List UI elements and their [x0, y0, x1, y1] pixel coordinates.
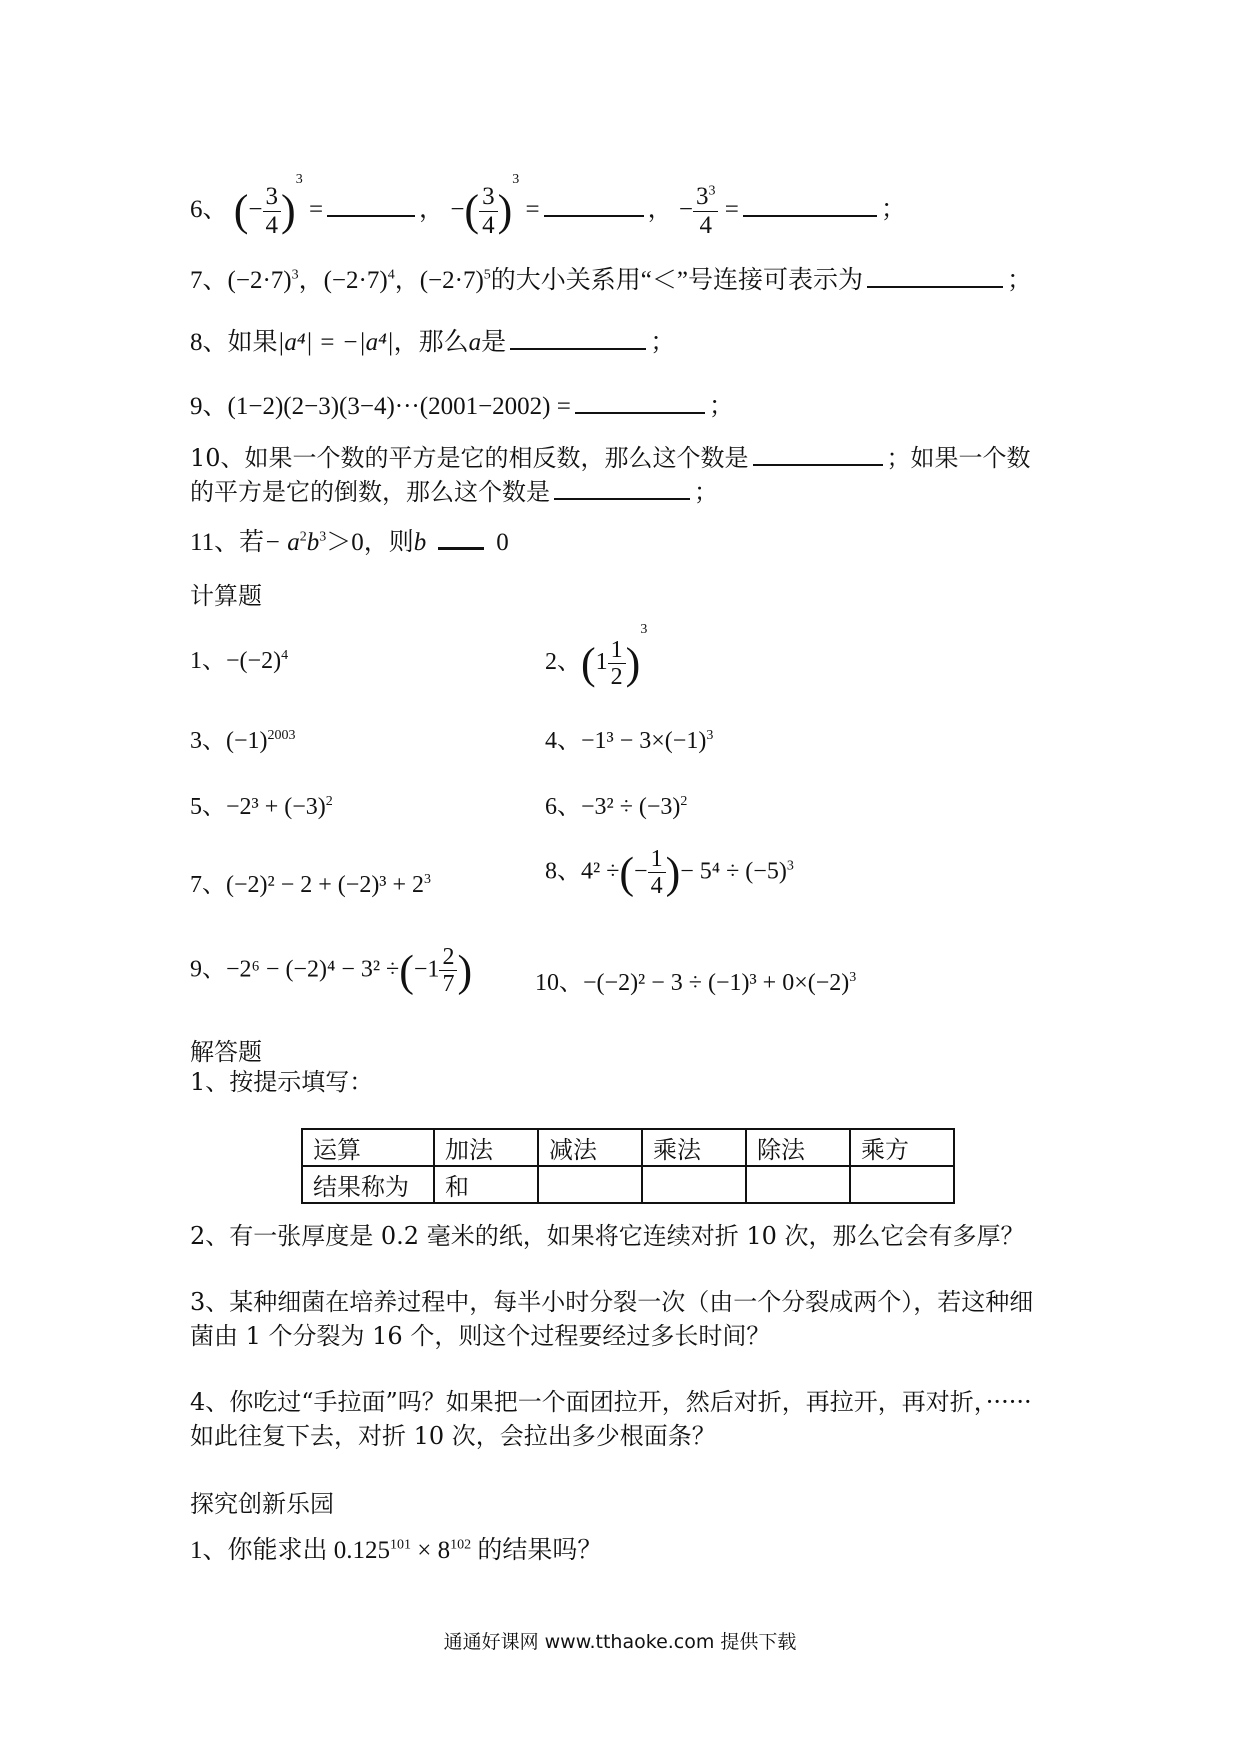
calc-item-6: 6、$-3^2 \div (-3)^2$: [545, 794, 688, 820]
question-6: 6、 (− $\frac{3}{4}$ )$^3$ = ， −( $\frac{3}{4}$ )$^3$ = ， − $\frac{3^3}{4}$ = ；: [190, 172, 906, 239]
answer-question-3-line1: 3、某种细菌在培养过程中，每半小时分裂一次（由一个分裂成两个），若这种细: [190, 1288, 1034, 1316]
table-row: [302, 1129, 954, 1166]
question-9: 9、(1−2)(2−3)(3−4)···(2001−2002) = ；: [190, 393, 734, 420]
answer-blank[interactable]: [327, 214, 415, 217]
calc-item-5: 5、$-2^3 + (-3)^2$: [190, 794, 333, 820]
question-number: 6、: [190, 196, 228, 223]
table-cell: 除法: [746, 1129, 850, 1166]
question-11: 11、若− $a^2b^3>0$，则b 0: [190, 529, 509, 556]
table-input-cell[interactable]: [642, 1166, 746, 1203]
table-row: [302, 1166, 954, 1203]
table-cell: 乘方: [850, 1129, 954, 1166]
question-10-line1: 10、如果一个数的平方是它的相反数，那么这个数是 ；如果一个数: [190, 444, 1031, 472]
table-cell: 和: [434, 1166, 538, 1203]
answer-blank[interactable]: [554, 497, 690, 500]
calc-item-10: 10、$-(-2)^2 - 3 \div (-1)^3 + 0\times(-2)^3$: [535, 970, 857, 996]
answer-question-1: 1、按提示填写：: [190, 1068, 374, 1096]
calc-item-4: 4、$-1^3 - 3\times(-1)^3$: [545, 728, 714, 754]
answer-blank[interactable]: [544, 214, 644, 217]
table-cell: 运算: [302, 1129, 434, 1166]
calc-item-1: 1、$-(-2)^4$: [190, 648, 289, 674]
operation-table: [301, 1128, 955, 1204]
table-cell: 减法: [538, 1129, 642, 1166]
question-10-line2: 的平方是它的倒数，那么这个数是 ；: [190, 478, 718, 506]
calc-item-8: 8、4² ÷(− $\frac{1}{4}$ )− $5^4 \div (-5)^3$: [545, 846, 794, 900]
calc-item-7: 7、$(-2)^2 - 2 + (-2)^3 + 2^3$: [190, 872, 432, 898]
answer-question-4-line2: 如此往复下去，对折 10 次，会拉出多少根面条？: [190, 1422, 716, 1450]
calc-heading: 计算题: [190, 582, 262, 610]
question-8: 8、如果|a⁴| = −|a⁴|，那么a是 ；: [190, 329, 676, 356]
explore-question-1: 1、你能求出 $0.125^{101} \times 8^{102}$ 的结果吗？: [190, 1537, 603, 1564]
calc-item-2: 2、(1 $\frac{1}{2}$ )$^3$: [545, 622, 648, 690]
explore-heading: 探究创新乐园: [190, 1490, 334, 1518]
table-input-cell[interactable]: [746, 1166, 850, 1203]
table-cell: 加法: [434, 1129, 538, 1166]
answer-blank[interactable]: [438, 546, 484, 550]
answer-question-3-line2: 菌由 1 个分裂为 16 个，则这个过程要经过多长时间？: [190, 1322, 771, 1350]
answer-blank[interactable]: [867, 285, 1003, 288]
table-input-cell[interactable]: [850, 1166, 954, 1203]
calc-item-9: 9、−2⁶ − (−2)⁴ − 3² ÷(−1 $\frac{2}{7}$ ): [190, 944, 473, 998]
answer-blank[interactable]: [753, 463, 883, 466]
calc-item-3: 3、$(-1)^{2003}$: [190, 728, 296, 754]
page-footer: 通通好课网 www.tthaoke.com 提供下载: [443, 1631, 797, 1653]
answer-blank[interactable]: [575, 411, 705, 414]
question-7: 7、$(-2\cdot 7)^3$，$(-2\cdot 7)^4$，$(-2\cdot 7)^5$的大小关系用“＜”号连接可表示为 ；: [190, 267, 1032, 294]
answer-heading: 解答题: [190, 1038, 262, 1066]
table-cell: 乘法: [642, 1129, 746, 1166]
answer-question-2: 2、有一张厚度是 0.2 毫米的纸，如果将它连续对折 10 次，那么它会有多厚？: [190, 1222, 1025, 1250]
table-input-cell[interactable]: [538, 1166, 642, 1203]
answer-question-4-line1: 4、你吃过“手拉面”吗？如果把一个面团拉开，然后对折，再拉开，再对折，······: [190, 1388, 1032, 1416]
answer-blank[interactable]: [743, 214, 877, 217]
answer-blank[interactable]: [510, 347, 646, 350]
table-cell: 结果称为: [302, 1166, 434, 1203]
